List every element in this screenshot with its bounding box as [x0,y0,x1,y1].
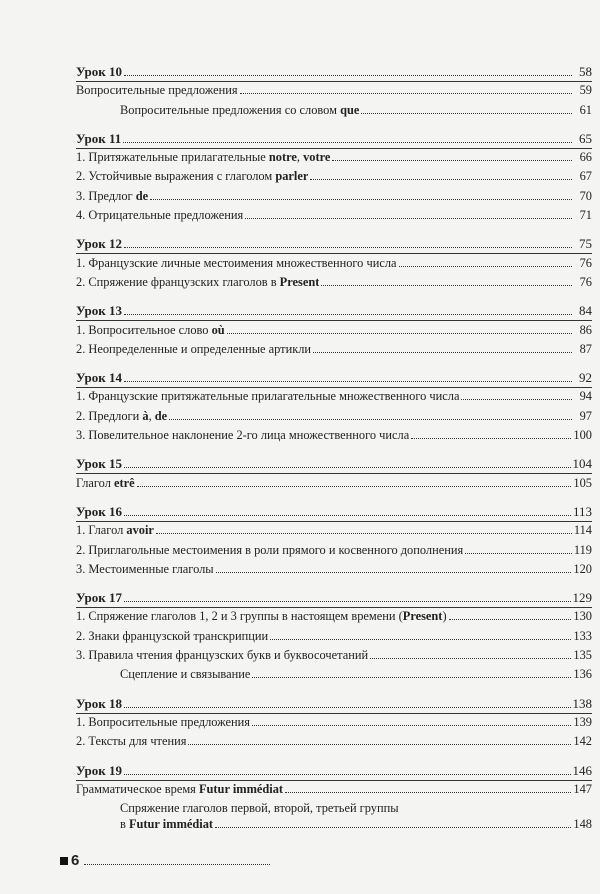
entry-title [120,665,250,684]
lesson-title: Урок 18 [76,695,122,711]
dotted-leader [321,284,572,286]
entry-page-number: 61 [579,102,592,117]
entry-term: Present [402,609,443,624]
toc-entry [76,407,592,426]
entry-text: 1. Вопросительные предложения [76,714,251,729]
section-divider-line [76,607,592,608]
toc-entry [76,254,592,273]
toc-entry [76,340,592,359]
entry-text: 3. Местоименные глаголы [76,561,214,576]
entry-page-number: 100 [573,428,592,443]
toc-section [76,588,592,684]
dotted-leader [461,398,572,400]
entry-title [76,426,409,445]
entry-text: в [120,817,129,832]
toc-section [76,694,592,752]
entry-term: à [142,408,149,423]
entry-page-number: 130 [573,609,592,624]
entry-title [76,187,148,206]
dotted-leader [227,332,572,334]
entry-text: 3. Предлог [76,188,136,203]
dotted-leader [124,74,572,76]
toc-lesson-heading [76,368,592,387]
lesson-title: Урок 15 [76,456,122,472]
entry-text: 2. Неопределенные и определенные артикли [76,341,312,356]
entry-title [76,627,268,646]
dotted-leader [285,791,571,793]
entry-page-number: 71 [579,208,592,223]
entry-text: 1. Вопросительное слово [76,322,212,337]
toc-entry [76,541,592,560]
entry-text: Вопросительные предложения со словом [120,102,341,117]
toc-entry [76,81,592,100]
entry-term: Present [279,274,320,289]
entry-page-number: 105 [573,475,592,490]
entry-title [76,474,135,493]
dotted-leader [216,571,572,573]
toc-entry [76,521,592,540]
entry-text: Глагол [76,475,114,490]
entry-page-number: 135 [573,648,592,663]
dotted-leader [150,198,572,200]
section-divider-line [76,148,592,149]
entry-text: , [148,408,155,423]
dotted-leader [124,514,571,516]
toc-section [76,234,592,292]
section-divider-line [76,320,592,321]
entry-page-number: 148 [573,817,592,832]
toc-entry [76,713,592,732]
dotted-leader [270,638,571,640]
entry-text: Спряжение глаголов первой, второй, третьей группы [120,801,399,816]
section-divider-line [76,387,592,388]
entry-text: ) [442,609,447,624]
toc-lesson-heading [76,301,592,320]
entry-term: avoir [126,523,154,538]
toc-entry [76,801,592,816]
toc-entry [76,273,592,292]
entry-page-number: 114 [573,523,592,538]
toc-lesson-heading [76,588,592,607]
entry-title [76,407,167,426]
page-footer [60,852,272,869]
lesson-title: Урок 11 [76,130,122,146]
entry-page-number: 120 [573,561,592,576]
dotted-leader [332,159,572,161]
lesson-title: Урок 12 [76,236,122,252]
dotted-leader [156,532,572,534]
entry-page-number: 133 [573,628,592,643]
toc-lesson-heading [76,761,592,780]
toc-lesson-heading [76,129,592,148]
entry-title [76,713,250,732]
entry-text: , [296,150,304,165]
lesson-page-number: 84 [579,303,592,319]
lesson-page-number: 138 [572,695,592,711]
dotted-leader [449,618,572,620]
toc-entry [76,665,592,684]
entry-title [120,801,399,816]
toc-lesson-heading [76,234,592,253]
dotted-leader [411,437,571,439]
entry-text: 4. Отрицательные предложения [76,208,244,223]
footer-dotted-leader [84,863,270,865]
entry-title [76,167,308,186]
toc-entry [76,426,592,445]
entry-text: 1. Спряжение глаголов 1, 2 и 3 группы в настоящем времени ( [76,609,403,624]
entry-text: Грамматическое время [76,781,199,796]
entry-page-number: 97 [579,408,592,423]
entry-text: 2. Предлоги [76,408,143,423]
lesson-page-number: 129 [572,590,592,606]
section-divider-line [76,521,592,522]
entry-term: de [154,408,168,423]
section-divider-line [76,81,592,82]
entry-term: etrê [114,475,135,490]
lesson-page-number: 104 [572,456,592,472]
entry-term: de [135,188,149,203]
toc-section [76,761,592,833]
entry-title [120,816,213,832]
lesson-page-number: 146 [572,762,592,778]
toc-entry [76,646,592,665]
entry-text: 2. Устойчивые выражения с глаголом [76,169,276,184]
lesson-title: Урок 14 [76,370,122,386]
dotted-leader [252,724,571,726]
toc-entry [76,627,592,646]
toc-entry [76,780,592,799]
toc-entry [76,387,592,406]
entry-title [76,560,214,579]
lesson-title: Урок 10 [76,64,122,79]
dotted-leader [123,141,572,143]
toc-lesson-heading [76,694,592,713]
entry-page-number: 67 [579,169,592,184]
toc-section [76,454,592,493]
dotted-leader [215,826,571,828]
lesson-title: Урок 13 [76,303,122,319]
entry-text: 2. Спряжение французских глаголов в [76,274,280,289]
dotted-leader [124,466,571,468]
toc-entry [76,474,592,493]
entry-title [76,780,283,799]
entry-text: 1. Французские личные местоимения множественного числа [76,255,397,270]
dotted-leader [188,743,571,745]
dotted-leader [124,706,571,708]
entry-page-number: 66 [579,150,592,165]
dotted-leader [310,178,572,180]
entry-term: que [340,102,360,117]
entry-term: parler [275,169,309,184]
toc-entry [76,321,592,340]
dotted-leader [124,600,571,602]
entry-term: où [211,322,225,337]
dotted-leader [370,657,571,659]
entry-title [76,81,238,100]
entry-term: Futur immédiat [128,817,214,832]
lesson-page-number: 58 [579,64,592,79]
toc-entry [76,167,592,186]
lesson-title: Урок 17 [76,590,122,606]
dotted-leader [124,313,572,315]
dotted-leader [465,552,572,554]
section-divider-line [76,473,592,474]
lesson-page-number: 75 [579,236,592,252]
toc-entry [76,560,592,579]
entry-text: 2. Тексты для чтения [76,734,187,749]
section-divider-line [76,780,592,781]
dotted-leader [313,351,572,353]
section-divider-line [76,713,592,714]
dotted-leader [399,265,572,267]
footer-square-marker [60,857,68,865]
entry-title [76,148,330,167]
entry-text: 3. Правила чтения французских букв и буквосочетаний [76,648,369,663]
lesson-page-number: 113 [572,503,592,519]
entry-title [120,101,359,120]
page-number: 6 [71,852,80,869]
table-of-contents [76,62,592,832]
toc-section [76,368,592,445]
entry-page-number: 136 [573,667,592,682]
lesson-title: Урок 19 [76,762,122,778]
dotted-leader [252,676,571,678]
entry-title [76,387,459,406]
entry-page-number: 139 [573,714,592,729]
entry-text: Вопросительные предложения [76,83,238,98]
entry-text: 2. Приглагольные местоимения в роли прямого и косвенного дополнения [76,542,464,557]
dotted-leader [169,418,572,420]
dotted-leader [245,217,572,219]
entry-page-number: 94 [579,389,592,404]
toc-entry [76,187,592,206]
entry-title [76,732,186,751]
toc-entry [76,148,592,167]
entry-page-number: 76 [579,255,592,270]
toc-entry [76,206,592,225]
entry-text: 2. Знаки французской транскрипции [76,628,269,643]
entry-title [76,607,447,626]
lesson-title: Урок 16 [76,503,122,519]
dotted-leader [124,380,572,382]
entry-term: votre [303,150,331,165]
toc-entry [76,101,592,120]
entry-page-number: 70 [579,188,592,203]
entry-term: notre [268,150,297,165]
toc-entry [76,732,592,751]
entry-title [76,541,463,560]
entry-title [76,273,319,292]
toc-entry [76,607,592,626]
lesson-page-number: 65 [579,130,592,146]
entry-text: 1. Французские притяжательные прилагательные множественного числа [76,389,460,404]
toc-section [76,502,592,579]
toc-section [76,129,592,225]
lesson-page-number: 92 [579,370,592,386]
entry-page-number: 119 [573,542,592,557]
entry-title [76,521,154,540]
toc-section [76,62,592,120]
toc-entry [76,816,592,832]
dotted-leader [124,773,571,775]
entry-title [76,206,243,225]
entry-page-number: 76 [579,274,592,289]
toc-lesson-heading [76,454,592,473]
entry-title [76,646,368,665]
entry-text: 3. Повелительное наклонение 2-го лица множественного числа [76,428,410,443]
entry-page-number: 147 [573,781,592,796]
dotted-leader [137,485,572,487]
toc-lesson-heading [76,502,592,521]
entry-page-number: 59 [579,83,592,98]
entry-text: Сцепление и связывание [120,667,251,682]
dotted-leader [240,92,572,94]
dotted-leader [124,246,572,248]
dotted-leader [361,112,572,114]
entry-text: 1. Глагол [76,523,127,538]
entry-title [76,254,397,273]
entry-text: 1. Притяжательные прилагательные [76,150,269,165]
entry-page-number: 86 [579,322,592,337]
section-divider-line [76,253,592,254]
entry-page-number: 142 [573,734,592,749]
entry-page-number: 87 [579,341,592,356]
toc-lesson-heading [76,62,592,81]
entry-title [76,321,225,340]
toc-section [76,301,592,359]
entry-term: Futur immédiat [198,781,284,796]
entry-title [76,340,311,359]
